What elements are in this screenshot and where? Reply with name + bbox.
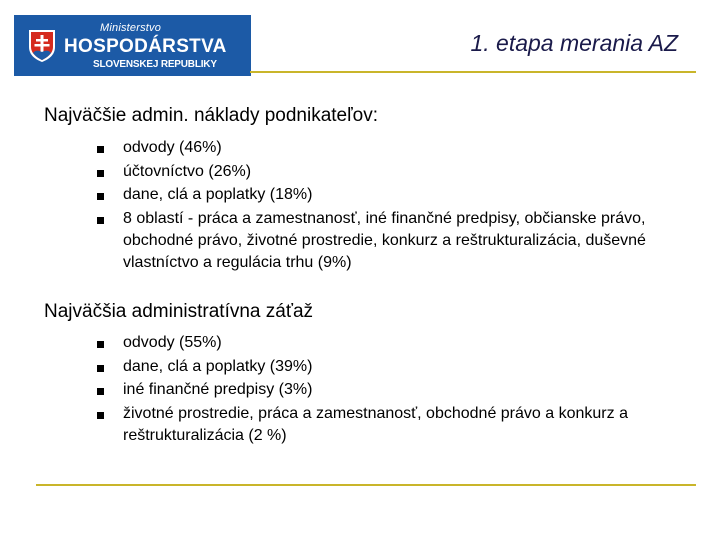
bullet-icon bbox=[97, 412, 104, 419]
list-item bbox=[0, 184, 720, 206]
ministry-logo bbox=[14, 15, 251, 76]
bullet-icon bbox=[97, 193, 104, 200]
list-item bbox=[0, 161, 720, 183]
bullet-icon bbox=[97, 388, 104, 395]
list-item-text: životné prostredie, práca a zamestnanosť, obchodné právo a konkurz a reštrukturalizácia (2 %) bbox=[123, 404, 628, 444]
list-item-text: 8 oblastí - práca a zamestnanosť, iné finančné predpisy, občianske právo, obchodné právo, životné prostredie, konkurz a reštrukturalizácia, duševné vlastníctvo a regulácia trhu (9%) bbox=[123, 209, 646, 271]
section-2-heading: Najväčšia administratívna záťaž bbox=[44, 301, 314, 322]
list-item bbox=[0, 208, 720, 274]
header-divider bbox=[250, 71, 696, 73]
footer-divider bbox=[36, 484, 696, 486]
list-item bbox=[0, 332, 720, 354]
bullet-icon bbox=[97, 217, 104, 224]
bullet-icon bbox=[97, 365, 104, 372]
coat-of-arms-icon bbox=[27, 29, 57, 63]
bullet-icon bbox=[97, 341, 104, 348]
logo-line-2: HOSPODÁRSTVA bbox=[64, 36, 227, 57]
section-2-list bbox=[0, 332, 720, 448]
bullet-icon bbox=[97, 170, 104, 177]
list-item bbox=[0, 356, 720, 378]
list-item bbox=[0, 403, 720, 447]
bullet-icon bbox=[97, 146, 104, 153]
logo-line-1: Ministerstvo bbox=[100, 22, 162, 34]
slide-title: 1. etapa merania AZ bbox=[470, 30, 678, 56]
list-item-text: iné finančné predpisy (3%) bbox=[123, 381, 313, 398]
section-1-list bbox=[0, 137, 720, 275]
list-item bbox=[0, 137, 720, 159]
section-1-heading: Najväčšie admin. náklady podnikateľov: bbox=[44, 105, 379, 126]
list-item-text: dane, clá a poplatky (18%) bbox=[123, 186, 313, 203]
logo-line-3: SLOVENSKEJ REPUBLIKY bbox=[93, 59, 217, 70]
list-item bbox=[0, 379, 720, 401]
list-item-text: odvody (55%) bbox=[123, 334, 222, 351]
list-item-text: dane, clá a poplatky (39%) bbox=[123, 357, 313, 375]
list-item-text: účtovníctvo (26%) bbox=[123, 162, 252, 180]
list-item-text: odvody (46%) bbox=[123, 139, 222, 156]
